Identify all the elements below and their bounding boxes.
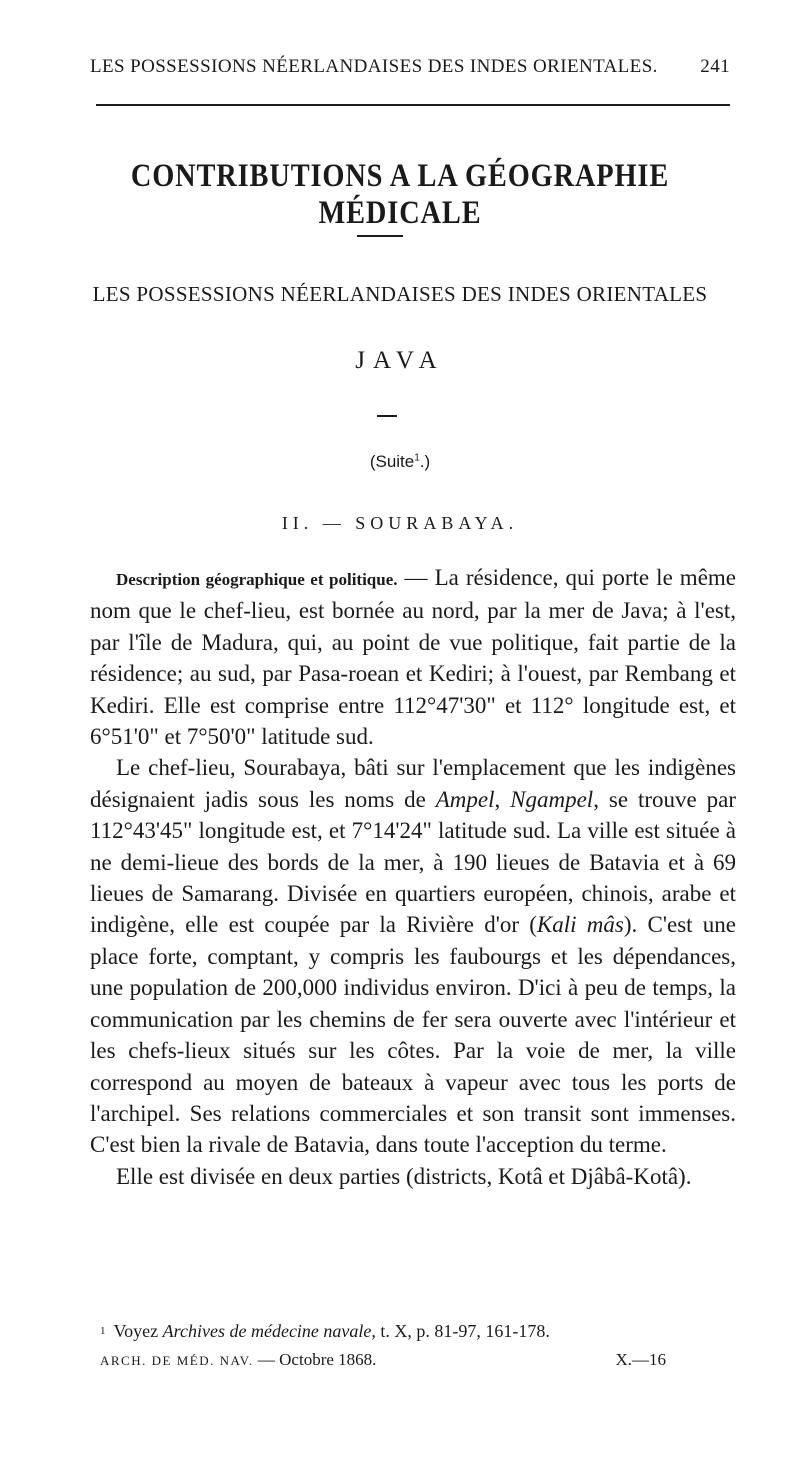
paragraph-2 (90, 752, 736, 1160)
term-ampel: Ampel (435, 786, 495, 812)
paragraph-2-text-b: , (494, 786, 511, 812)
term-ngampel: Ngampel (510, 786, 594, 812)
paragraph-1 (90, 562, 736, 752)
footnote-mark: 1 (414, 452, 420, 464)
section-heading: II. — SOURABAYA. (281, 513, 519, 533)
signature-right: X.—16 (615, 1350, 666, 1369)
paragraph-lead: Description géographique et politique. (116, 570, 398, 589)
footnote-number: 1 (100, 1325, 106, 1337)
signature-left (100, 1350, 376, 1370)
sub-title: LES POSSESSIONS NÉERLANDAISES DES INDES ORIENTALES (92, 282, 708, 306)
signature-line (100, 1350, 666, 1370)
term-kali-mas: Kali mâs (536, 912, 624, 938)
issue-date: — Octobre 1868. (253, 1350, 377, 1369)
footnote-journal: Archives de médecine navale (162, 1321, 372, 1341)
main-title: CONTRIBUTIONS A LA GÉOGRAPHIE MÉDICALE (130, 158, 670, 231)
region-title: JAVA (355, 347, 445, 374)
paragraph-2-text-c: , se trouve par 112°43'45" longitude est, et 7°14'24" latitude sud. La ville est située à ne demi-lieue des bords de la mer, à 190 lieues de Batavia et à 69 lieues de Samarang. Divisée en quartiers européen, chinois, arabe et indigène, elle est coupée par la Rivière d'or ( (90, 786, 736, 938)
paragraph-1-text: — La résidence, qui porte le même nom que le chef-lieu, est bornée au nord, par la mer de Java; à l'est, par l'île de Madura, qui, au point de vue politique, fait partie de la résidence; au sud, par Pasa-roean et Kediri; à l'ouest, par Rembang et Kediri. Elle est comprise entre 112°47'30" et 112° longitude est, et 6°51'0" et 7°50'0" latitude sud. (90, 565, 736, 750)
page-number: 241 (700, 56, 730, 77)
running-head-title: LES POSSESSIONS NÉERLANDAISES DES INDES ORIENTALES. (90, 56, 658, 77)
footnote (100, 1318, 740, 1344)
running-head (90, 56, 730, 86)
footnote-prefix: Voyez (113, 1321, 163, 1341)
title-divider (357, 235, 403, 237)
paragraph-2-text-a: Le chef-lieu, Sourabaya, bâti sur l'emplacement que les indigènes désignaient jadis sous les noms de (90, 755, 736, 812)
suite-note (0, 452, 800, 472)
header-rule (96, 104, 730, 106)
paragraph-2-text-d: ). C'est une place forte, comptant, y compris les faubourgs et les dépendances, une population de 200,000 individus environ. D'ici à peu de temps, la communication par les chemins de fer sera ouverte avec l'intérieur et les chefs-lieux situés sur les côtes. Par la voie de mer, la ville correspond au moyen de bateaux à vapeur avec tous les ports de l'archipel. Ses relations commerciales et son transit sont immenses. C'est bien la rivale de Batavia, dans toute l'acception du terme. (90, 912, 737, 1158)
suite-close: .) (419, 452, 431, 471)
region-divider (377, 415, 397, 417)
body-text (90, 562, 736, 1192)
footnote-reference: , t. X, p. 81-97, 161-178. (371, 1321, 550, 1341)
paragraph-3: Elle est divisée en deux parties (districts, Kotâ et Djâbâ-Kotâ). (116, 1163, 692, 1189)
suite-label: (Suite (369, 452, 415, 471)
journal-abbrev: ARCH. DE MÉD. NAV. (100, 1353, 254, 1368)
